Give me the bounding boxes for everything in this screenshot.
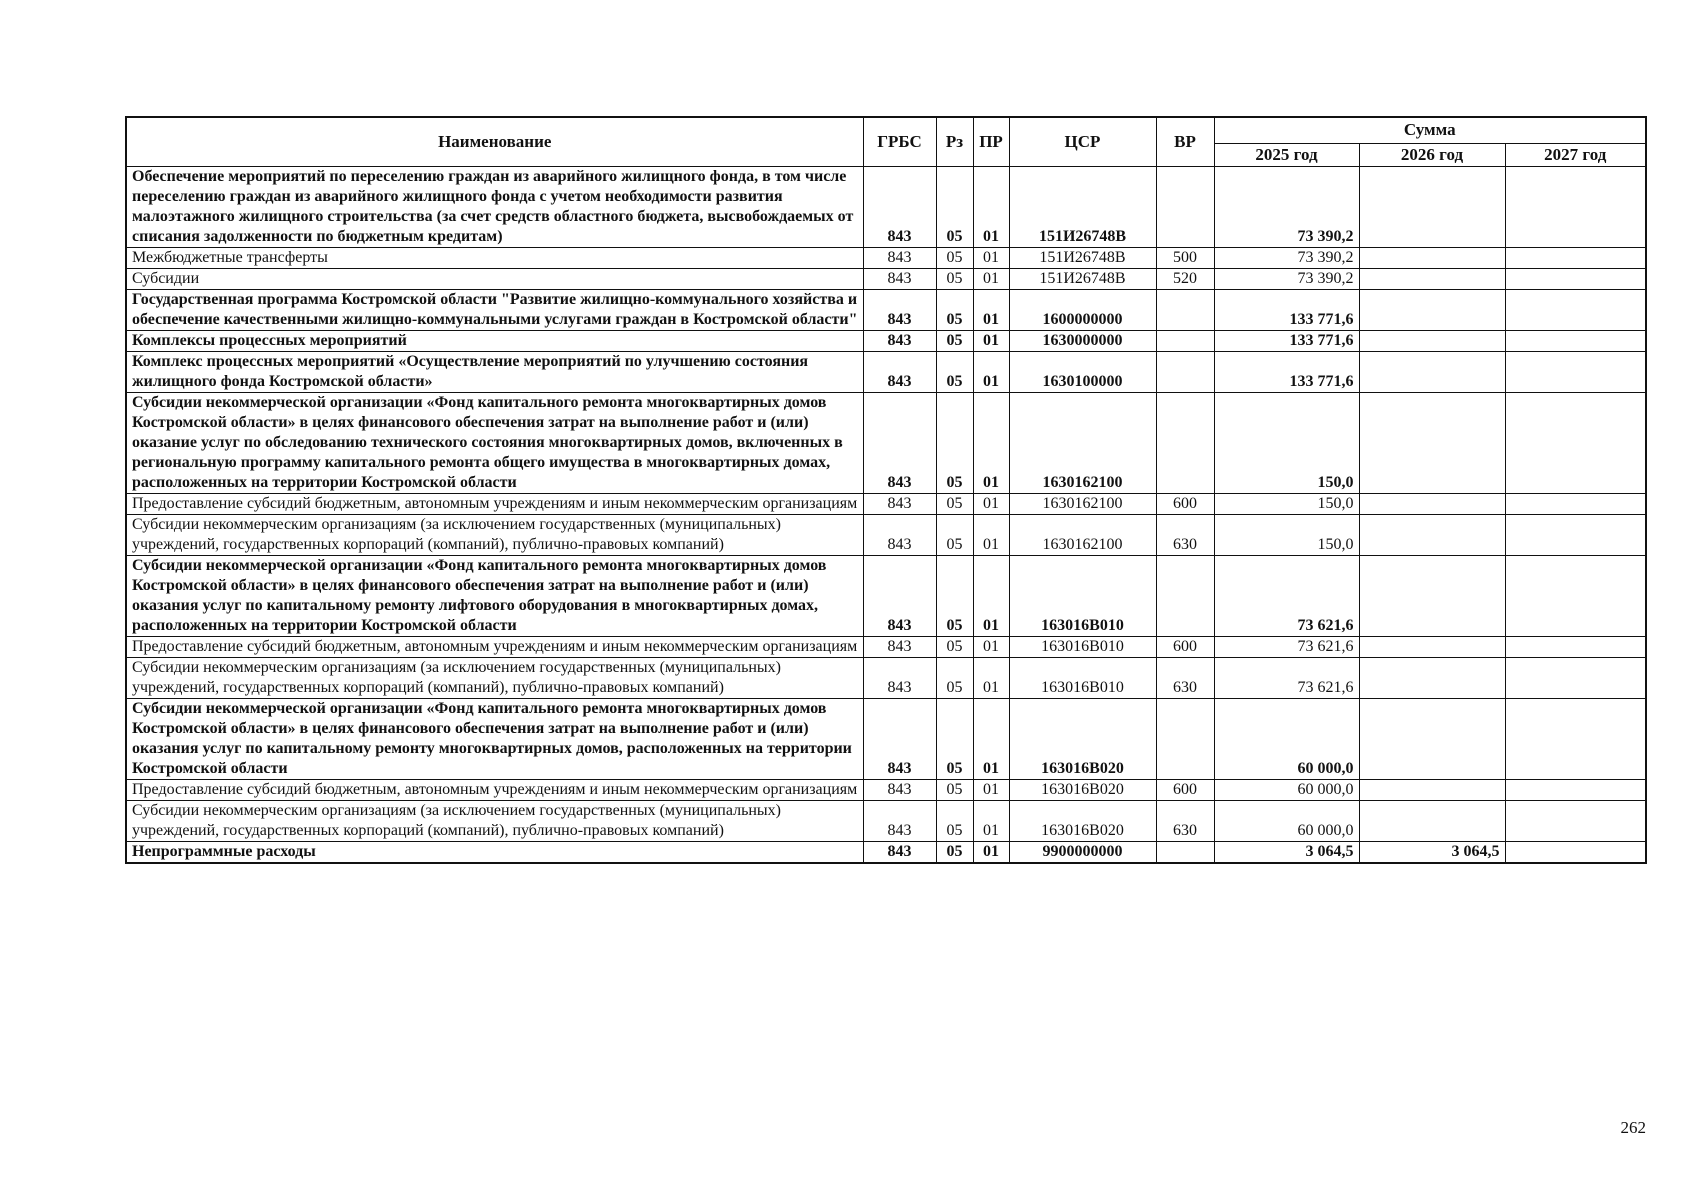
header-sum: Сумма xyxy=(1214,117,1646,143)
cell-vr xyxy=(1156,392,1214,493)
cell-vr xyxy=(1156,330,1214,351)
cell-csr: 163016В010 xyxy=(1009,657,1156,698)
cell-vr: 600 xyxy=(1156,493,1214,514)
cell-rz: 05 xyxy=(936,636,973,657)
cell-rz: 05 xyxy=(936,841,973,863)
cell-pr: 01 xyxy=(973,289,1009,330)
cell-pr: 01 xyxy=(973,841,1009,863)
cell-csr: 1630162100 xyxy=(1009,493,1156,514)
cell-2025: 133 771,6 xyxy=(1214,351,1359,392)
table-body xyxy=(126,166,1646,863)
cell-2025: 73 621,6 xyxy=(1214,636,1359,657)
cell-csr: 1630100000 xyxy=(1009,351,1156,392)
cell-grbs: 843 xyxy=(863,555,936,636)
cell-vr: 500 xyxy=(1156,247,1214,268)
cell-csr: 1630162100 xyxy=(1009,514,1156,555)
cell-2025: 60 000,0 xyxy=(1214,779,1359,800)
cell-rz: 05 xyxy=(936,289,973,330)
cell-2027 xyxy=(1505,657,1646,698)
cell-name: Межбюджетные трансферты xyxy=(126,247,863,268)
cell-2025: 150,0 xyxy=(1214,514,1359,555)
cell-pr: 01 xyxy=(973,392,1009,493)
cell-2026 xyxy=(1359,493,1505,514)
cell-2026 xyxy=(1359,555,1505,636)
cell-2026 xyxy=(1359,779,1505,800)
cell-2027 xyxy=(1505,166,1646,247)
cell-2027 xyxy=(1505,330,1646,351)
cell-csr: 1630000000 xyxy=(1009,330,1156,351)
cell-rz: 05 xyxy=(936,657,973,698)
cell-vr xyxy=(1156,289,1214,330)
table-row xyxy=(126,800,1646,841)
cell-rz: 05 xyxy=(936,698,973,779)
cell-grbs: 843 xyxy=(863,841,936,863)
cell-rz: 05 xyxy=(936,800,973,841)
cell-rz: 05 xyxy=(936,268,973,289)
cell-csr: 151И26748В xyxy=(1009,247,1156,268)
cell-2025: 60 000,0 xyxy=(1214,698,1359,779)
table-row xyxy=(126,514,1646,555)
cell-name: Непрограммные расходы xyxy=(126,841,863,863)
cell-pr: 01 xyxy=(973,493,1009,514)
cell-2025: 73 390,2 xyxy=(1214,268,1359,289)
table-row xyxy=(126,166,1646,247)
page-number: 262 xyxy=(1620,1118,1646,1137)
table-row xyxy=(126,351,1646,392)
cell-grbs: 843 xyxy=(863,698,936,779)
cell-grbs: 843 xyxy=(863,330,936,351)
cell-grbs: 843 xyxy=(863,779,936,800)
cell-2026 xyxy=(1359,800,1505,841)
cell-2027 xyxy=(1505,841,1646,863)
table-row xyxy=(126,268,1646,289)
cell-pr: 01 xyxy=(973,698,1009,779)
cell-pr: 01 xyxy=(973,268,1009,289)
cell-name: Государственная программа Костромской области "Развитие жилищно-коммунального хозяйства и обеспечение качественными жилищно-коммунальными услугами граждан в Костромской области" xyxy=(126,289,863,330)
cell-2027 xyxy=(1505,555,1646,636)
cell-grbs: 843 xyxy=(863,514,936,555)
cell-csr: 163016В020 xyxy=(1009,800,1156,841)
cell-name: Предоставление субсидий бюджетным, автономным учреждениям и иным некоммерческим организациям xyxy=(126,493,863,514)
cell-pr: 01 xyxy=(973,636,1009,657)
header-csr: ЦСР xyxy=(1009,117,1156,166)
cell-2026 xyxy=(1359,392,1505,493)
cell-csr: 163016В020 xyxy=(1009,779,1156,800)
header-year-2027: 2027 год xyxy=(1505,143,1646,166)
cell-2025: 150,0 xyxy=(1214,493,1359,514)
cell-csr: 1600000000 xyxy=(1009,289,1156,330)
cell-csr: 163016В010 xyxy=(1009,555,1156,636)
cell-2026 xyxy=(1359,514,1505,555)
cell-csr: 163016В020 xyxy=(1009,698,1156,779)
cell-2026 xyxy=(1359,268,1505,289)
cell-grbs: 843 xyxy=(863,800,936,841)
cell-2025: 3 064,5 xyxy=(1214,841,1359,863)
cell-2027 xyxy=(1505,289,1646,330)
cell-2025: 133 771,6 xyxy=(1214,289,1359,330)
cell-name: Субсидии некоммерческим организациям (за исключением государственных (муниципальных) учреждений, государственных корпораций (компаний), публично-правовых компаний) xyxy=(126,514,863,555)
cell-2025: 73 390,2 xyxy=(1214,247,1359,268)
cell-grbs: 843 xyxy=(863,636,936,657)
cell-2026: 3 064,5 xyxy=(1359,841,1505,863)
header-name: Наименование xyxy=(126,117,863,166)
cell-rz: 05 xyxy=(936,247,973,268)
cell-2025: 73 390,2 xyxy=(1214,166,1359,247)
cell-rz: 05 xyxy=(936,330,973,351)
header-year-2026: 2026 год xyxy=(1359,143,1505,166)
table-row xyxy=(126,247,1646,268)
table-row xyxy=(126,330,1646,351)
cell-rz: 05 xyxy=(936,514,973,555)
cell-csr: 9900000000 xyxy=(1009,841,1156,863)
cell-name: Субсидии некоммерческой организации «Фонд капитального ремонта многоквартирных домов Костромской области» в целях финансового обеспечения затрат на выполнение работ и (или) оказания услуг по капитальному ремонту многоквартирных домов, расположенных на территории Костромской области xyxy=(126,698,863,779)
cell-2025: 60 000,0 xyxy=(1214,800,1359,841)
cell-2026 xyxy=(1359,330,1505,351)
cell-vr: 600 xyxy=(1156,779,1214,800)
table-row xyxy=(126,841,1646,863)
cell-2025: 73 621,6 xyxy=(1214,657,1359,698)
cell-2027 xyxy=(1505,514,1646,555)
cell-name: Комплекс процессных мероприятий «Осуществление мероприятий по улучшению состояния жилищного фонда Костромской области» xyxy=(126,351,863,392)
cell-2027 xyxy=(1505,392,1646,493)
cell-2027 xyxy=(1505,268,1646,289)
cell-grbs: 843 xyxy=(863,657,936,698)
table-row xyxy=(126,289,1646,330)
cell-grbs: 843 xyxy=(863,392,936,493)
cell-name: Субсидии некоммерческим организациям (за исключением государственных (муниципальных) учреждений, государственных корпораций (компаний), публично-правовых компаний) xyxy=(126,800,863,841)
cell-name: Предоставление субсидий бюджетным, автономным учреждениям и иным некоммерческим организациям xyxy=(126,779,863,800)
cell-2025: 133 771,6 xyxy=(1214,330,1359,351)
header-rz: Рз xyxy=(936,117,973,166)
cell-grbs: 843 xyxy=(863,493,936,514)
cell-name: Субсидии некоммерческой организации «Фонд капитального ремонта многоквартирных домов Костромской области» в целях финансового обеспечения затрат на выполнение работ и (или) оказание услуг по обследованию технического состояния многоквартирных домов, включенных в региональную программу капитального ремонта общего имущества в многоквартирных домах, расположенных на территории Костромской области xyxy=(126,392,863,493)
cell-pr: 01 xyxy=(973,351,1009,392)
cell-2026 xyxy=(1359,657,1505,698)
cell-grbs: 843 xyxy=(863,268,936,289)
cell-name: Субсидии xyxy=(126,268,863,289)
cell-name: Субсидии некоммерческим организациям (за исключением государственных (муниципальных) учреждений, государственных корпораций (компаний), публично-правовых компаний) xyxy=(126,657,863,698)
cell-vr xyxy=(1156,698,1214,779)
cell-vr: 630 xyxy=(1156,657,1214,698)
cell-2027 xyxy=(1505,493,1646,514)
budget-table xyxy=(125,116,1647,864)
cell-pr: 01 xyxy=(973,247,1009,268)
header-vr: ВР xyxy=(1156,117,1214,166)
cell-2026 xyxy=(1359,166,1505,247)
cell-grbs: 843 xyxy=(863,166,936,247)
cell-vr xyxy=(1156,351,1214,392)
cell-pr: 01 xyxy=(973,657,1009,698)
cell-vr: 630 xyxy=(1156,514,1214,555)
cell-grbs: 843 xyxy=(863,247,936,268)
header-pr: ПР xyxy=(973,117,1009,166)
cell-name: Субсидии некоммерческой организации «Фонд капитального ремонта многоквартирных домов Костромской области» в целях финансового обеспечения затрат на выполнение работ и (или) оказания услуг по капитальному ремонту лифтового оборудования в многоквартирных домах, расположенных на территории Костромской области xyxy=(126,555,863,636)
cell-vr: 520 xyxy=(1156,268,1214,289)
cell-2027 xyxy=(1505,779,1646,800)
cell-vr xyxy=(1156,166,1214,247)
cell-name: Предоставление субсидий бюджетным, автономным учреждениям и иным некоммерческим организациям xyxy=(126,636,863,657)
cell-2027 xyxy=(1505,636,1646,657)
cell-pr: 01 xyxy=(973,800,1009,841)
table-row xyxy=(126,392,1646,493)
cell-name: Обеспечение мероприятий по переселению граждан из аварийного жилищного фонда, в том числе переселению граждан из аварийного жилищного фонда с учетом необходимости развития малоэтажного жилищного строительства (за счет средств областного бюджета, высвобождаемых от списания задолженности по бюджетным кредитам) xyxy=(126,166,863,247)
cell-2026 xyxy=(1359,351,1505,392)
cell-2027 xyxy=(1505,247,1646,268)
cell-2026 xyxy=(1359,289,1505,330)
table-row xyxy=(126,493,1646,514)
cell-pr: 01 xyxy=(973,166,1009,247)
cell-2025: 150,0 xyxy=(1214,392,1359,493)
cell-pr: 01 xyxy=(973,779,1009,800)
cell-pr: 01 xyxy=(973,555,1009,636)
cell-grbs: 843 xyxy=(863,289,936,330)
cell-csr: 1630162100 xyxy=(1009,392,1156,493)
cell-csr: 151И26748В xyxy=(1009,268,1156,289)
cell-grbs: 843 xyxy=(863,351,936,392)
table-row xyxy=(126,698,1646,779)
table-row xyxy=(126,779,1646,800)
cell-2027 xyxy=(1505,351,1646,392)
cell-rz: 05 xyxy=(936,351,973,392)
cell-pr: 01 xyxy=(973,330,1009,351)
cell-rz: 05 xyxy=(936,555,973,636)
cell-2026 xyxy=(1359,698,1505,779)
cell-2027 xyxy=(1505,800,1646,841)
cell-rz: 05 xyxy=(936,166,973,247)
cell-2027 xyxy=(1505,698,1646,779)
cell-2026 xyxy=(1359,636,1505,657)
cell-vr: 630 xyxy=(1156,800,1214,841)
table-row xyxy=(126,636,1646,657)
cell-csr: 151И26748В xyxy=(1009,166,1156,247)
table-row xyxy=(126,657,1646,698)
cell-csr: 163016В010 xyxy=(1009,636,1156,657)
cell-vr xyxy=(1156,555,1214,636)
cell-rz: 05 xyxy=(936,493,973,514)
cell-vr: 600 xyxy=(1156,636,1214,657)
cell-2025: 73 621,6 xyxy=(1214,555,1359,636)
table-row xyxy=(126,555,1646,636)
header-year-2025: 2025 год xyxy=(1214,143,1359,166)
cell-vr xyxy=(1156,841,1214,863)
cell-2026 xyxy=(1359,247,1505,268)
cell-rz: 05 xyxy=(936,779,973,800)
cell-name: Комплексы процессных мероприятий xyxy=(126,330,863,351)
header-grbs: ГРБС xyxy=(863,117,936,166)
cell-rz: 05 xyxy=(936,392,973,493)
cell-pr: 01 xyxy=(973,514,1009,555)
